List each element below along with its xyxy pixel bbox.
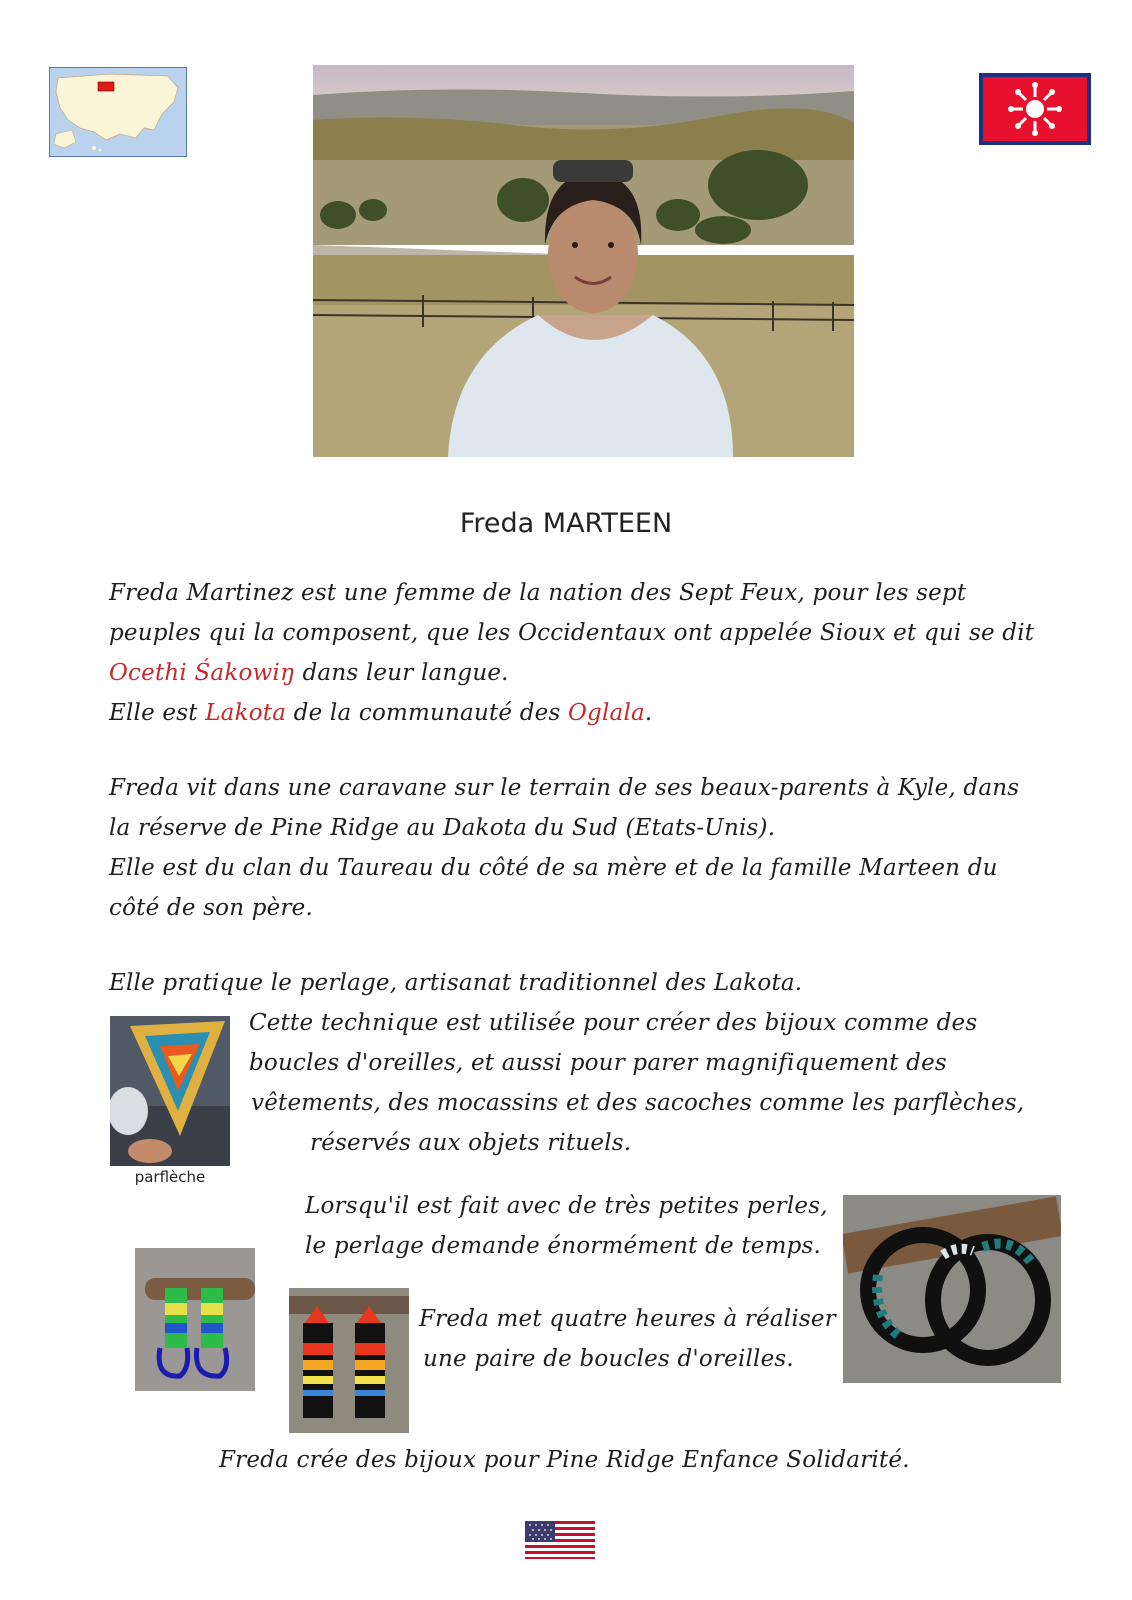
line-4-part-c: .: [644, 700, 653, 726]
paragraph-1-line-3-rest: dans leur langue.: [294, 660, 509, 686]
paragraph-2-line-4: côté de son père.: [109, 895, 313, 921]
paragraph-2-line-2: la réserve de Pine Ridge au Dakota du Sud (Etats-Unis).: [109, 815, 776, 841]
lakota-term: Lakota: [205, 700, 287, 726]
line-4-part-a: Elle est: [109, 700, 206, 726]
us-flag-image: [525, 1521, 595, 1559]
line-4-part-b: de la communauté des: [286, 700, 568, 726]
blue-earrings-photo: [135, 1248, 255, 1391]
paragraph-2-line-3: Elle est du clan du Taureau du côté de sa mère et de la famille Marteen du: [109, 855, 998, 881]
oglala-flag-image: [979, 73, 1091, 145]
parfleche-photo: [110, 1016, 230, 1166]
portrait-photo: [313, 65, 854, 457]
paragraph-1-line-4: [109, 700, 652, 726]
fire-earrings-photo: [289, 1288, 409, 1433]
oglala-term: Oglala: [568, 700, 645, 726]
paragraph-1-line-2: peuples qui la composent, que les Occidentaux ont appelée Sioux et qui se dit: [109, 620, 1035, 646]
paragraph-5-line-1: Freda met quatre heures à réaliser: [419, 1306, 836, 1332]
paragraph-3-line-2: Cette technique est utilisée pour créer des bijoux comme des: [249, 1010, 978, 1036]
paragraph-4-line-2: le perlage demande énormément de temps.: [305, 1233, 822, 1259]
paragraph-1-line-1: Freda Martinez est une femme de la nation des Sept Feux, pour les sept: [109, 580, 967, 606]
paragraph-3-line-4: vêtements, des mocassins et des sacoches comme les parflèches,: [251, 1090, 1025, 1116]
page-title: Freda MARTEEN: [459, 508, 673, 539]
paragraph-3-line-5: réservés aux objets rituels.: [310, 1130, 632, 1156]
ocethi-sakowin-term: Ocethi Śakowiŋ: [109, 660, 295, 686]
paragraph-5-line-2: une paire de boucles d'oreilles.: [423, 1346, 794, 1372]
paragraph-3-line-3: boucles d'oreilles, et aussi pour parer magnifiquement des: [249, 1050, 947, 1076]
closing-line: Freda crée des bijoux pour Pine Ridge Enfance Solidarité.: [219, 1447, 910, 1473]
paragraph-3-line-1: Elle pratique le perlage, artisanat traditionnel des Lakota.: [109, 970, 803, 996]
parfleche-caption: parflèche: [134, 1168, 206, 1186]
paragraph-1-line-3: [109, 660, 509, 686]
paragraph-4-line-1: Lorsqu'il est fait avec de très petites perles,: [305, 1193, 828, 1219]
hoop-earrings-photo: [843, 1195, 1061, 1383]
paragraph-2-line-1: Freda vit dans une caravane sur le terrain de ses beaux-parents à Kyle, dans: [109, 775, 1020, 801]
us-map-image: [49, 67, 187, 157]
